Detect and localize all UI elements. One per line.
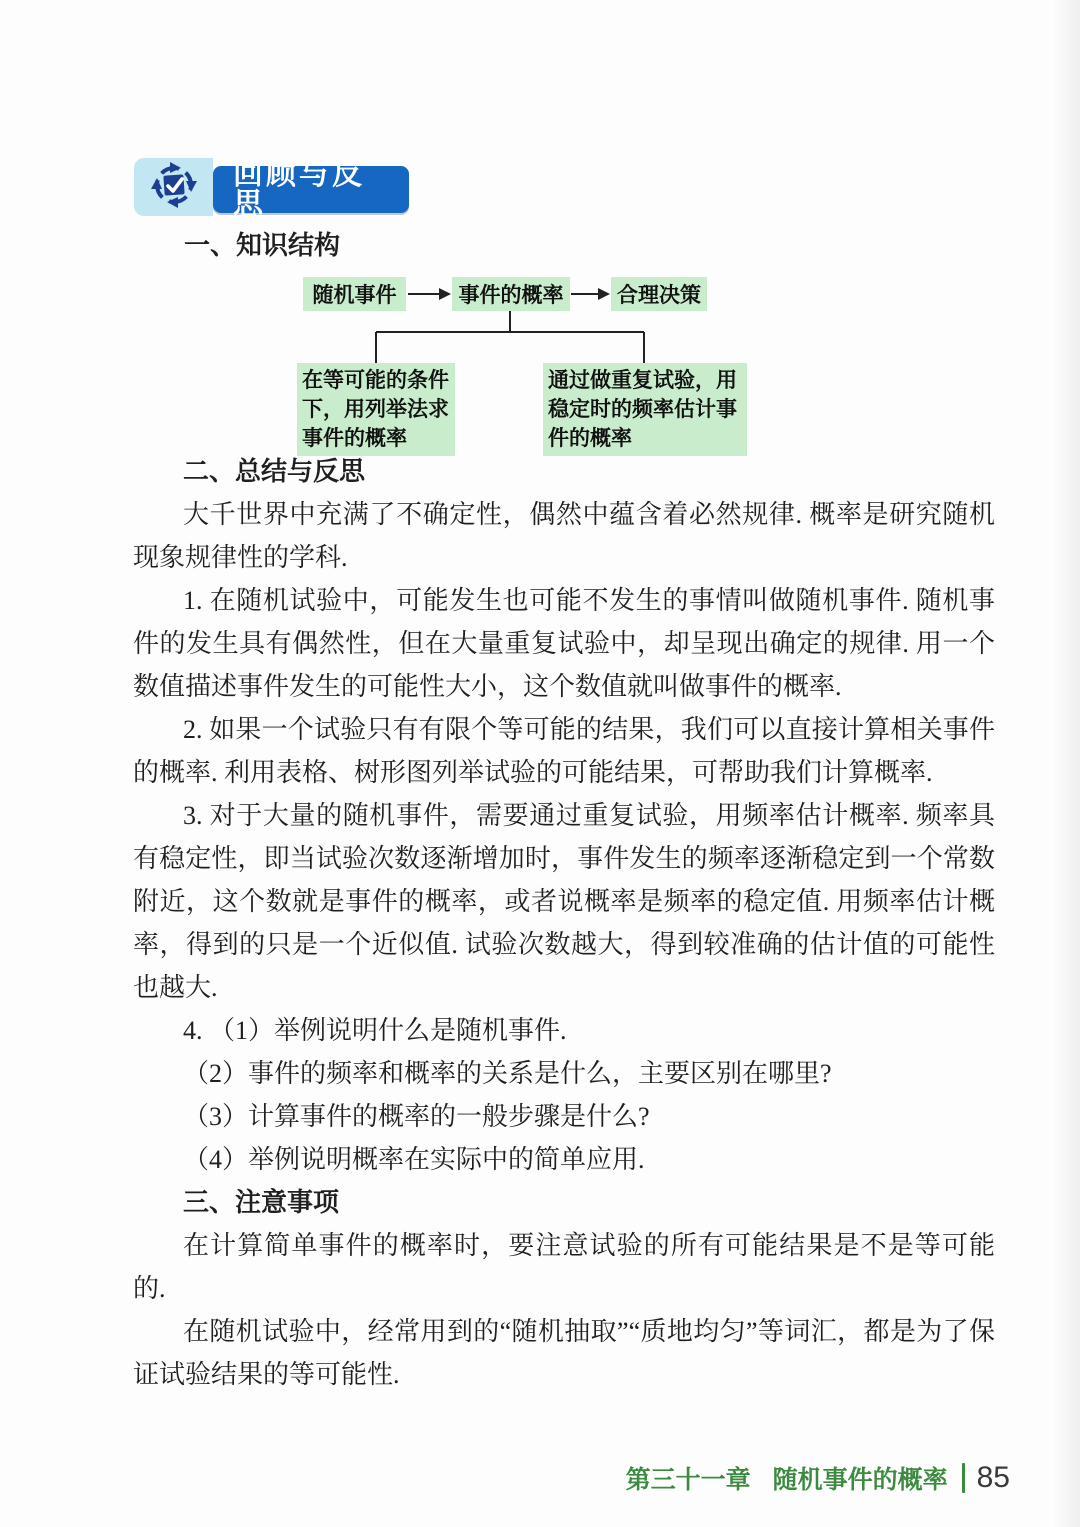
flow-node-random-event: 随机事件: [303, 277, 406, 311]
page-footer: [626, 1460, 1010, 1496]
paragraph-item-4-q3: （3）计算事件的概率的一般步骤是什么?: [183, 1102, 650, 1131]
section-badge-label: 回顾与反思: [233, 157, 365, 221]
flow-node-event-probability: 事件的概率: [452, 277, 570, 311]
footer-divider: [962, 1463, 965, 1493]
paragraph-item-1: 1. 在随机试验中，可能发生也可能不发生的事情叫做随机事件. 随机事件的发生具有偶然性，但在大量重复试验中，却呈现出确定的规律. 用一个数值描述事件发生的可能性大小，这个数值就叫做事件的概率.: [133, 586, 995, 701]
flow-node-frequency-estimate: 通过做重复试验，用稳定时的频率估计事件的概率: [543, 363, 747, 456]
paragraph-note-1: 在计算简单事件的概率时，要注意试验的所有可能结果是不是等可能的.: [133, 1231, 995, 1303]
paragraph-item-4-q1: 4. （1）举例说明什么是随机事件.: [183, 1016, 567, 1045]
page-number: 85: [976, 1461, 1010, 1494]
paragraph-item-3: 3. 对于大量的随机事件，需要通过重复试验，用频率估计概率. 频率具有稳定性，即当试验次数逐渐增加时，事件发生的频率逐渐稳定到一个常数附近，这个数就是事件的概率，或者说概率是频率的稳定值. 用频率估计概率，得到的只是一个近似值. 试验次数越大，得到较准确的估计值的可能性也越大.: [133, 801, 995, 1002]
paragraph-item-4-q4: （4）举例说明概率在实际中的简单应用.: [183, 1145, 645, 1174]
knowledge-structure-diagram: [280, 270, 840, 465]
flow-node-rational-decision: 合理决策: [611, 277, 707, 311]
paragraph-note-2: 在随机试验中，经常用到的“随机抽取”“质地均匀”等词汇，都是为了保证试验结果的等可能性.: [133, 1317, 995, 1389]
paragraph-item-4-q2: （2）事件的频率和概率的关系是什么，主要区别在哪里?: [183, 1059, 832, 1088]
footer-chapter-number: 第三十一章: [625, 1466, 751, 1494]
body-text: [133, 450, 995, 1396]
heading-notes: 三、注意事项: [183, 1187, 340, 1217]
paragraph-intro: 大千世界中充满了不确定性，偶然中蕴含着必然规律. 概率是研究随机现象规律性的学科.: [133, 500, 995, 572]
heading-summary-reflection: 二、总结与反思: [183, 456, 366, 486]
footer-chapter-title: 随机事件的概率: [772, 1466, 948, 1494]
circular-arrows-check-icon: [150, 161, 198, 214]
paragraph-item-2: 2. 如果一个试验只有有限个等可能的结果，我们可以直接计算相关事件的概率. 利用表格、树形图列举试验的可能结果，可帮助我们计算概率.: [133, 715, 995, 787]
flow-node-enumeration-method: 在等可能的条件下，用列举法求事件的概率: [297, 363, 455, 456]
section-badge: [213, 157, 409, 221]
heading-knowledge-structure: 一、知识结构: [184, 230, 341, 260]
review-icon-tile: [134, 158, 213, 216]
